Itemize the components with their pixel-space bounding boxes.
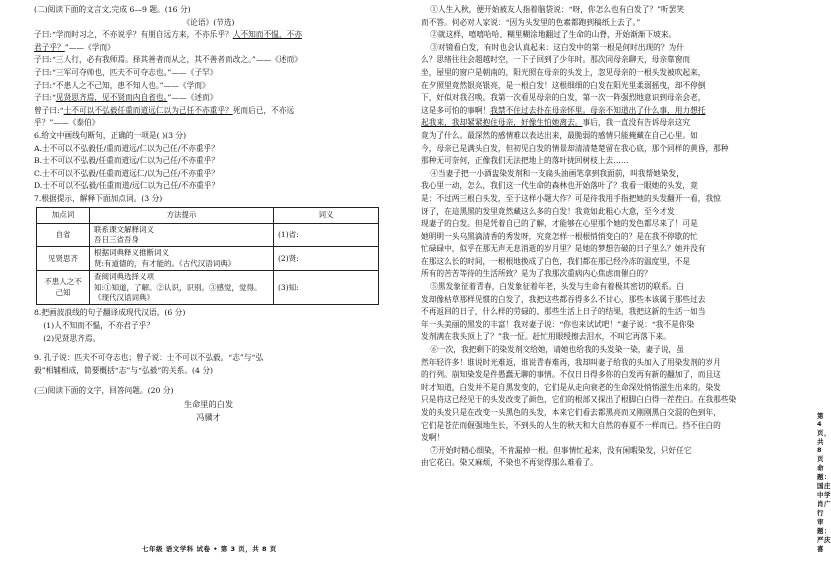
para-3: ③对镜看白发，有时也会认真起来：这白发中的第一根是何时出现的？为什 [430,42,684,52]
quote-1-cont: 君子乎？”——《学而》 [34,42,115,52]
para-4-line: 所有的苦苦等待的生活所致？是为了我那次重病内心焦虑而催白的？ [421,269,652,279]
page-footer-left: 七年级 语文学科 试卷 • 第 3 页，共 8 页 [142,545,277,553]
para-2: ②就这样，嘻嘻哈哈、糊里糊涂地翻过了生命的山脊，开始渐渐下坡来。 [430,30,677,40]
question-8-1: (1)人不知而不愠，不亦君子乎？ [43,320,155,330]
para-3-line: 那种无可奈何，正像我们无法把地上的落叶拢回树枝上去…… [421,156,629,166]
quote-6-cont: 乎？”——《泰伯》 [34,118,100,128]
option-b: B.士不可以不弘毅/任重而道远/仁以为己任/不亦重乎？ [34,156,219,166]
para-5-line: 不再返回的日子，什么样的劳碌的、那些生活上日子的结果，我把这新的生活一如当 [421,307,706,317]
para-4-line: 忙碌碌中，似乎在那无声无息消逝的岁月里？是她的梦想告破的日子里么？她并没有 [421,244,706,254]
para-4-line: 讶了，在這黑黑的发里竟然藏这么多的白发！我竟如此粗心大意，至今才发 [421,206,675,216]
quote-6: 曾子曰:“士不可以不弘毅任重而道远仁以为己任不亦重乎？死而后已，不亦远 [34,105,295,115]
quote-5: 子曰:“见贤思齐焉，见不贤而内自省也。”——《述而》 [34,93,218,103]
para-7: ⑦开始时精心细染，不肯漏掉一根。但事情忙起来，没有闲暇染发，只好任它 [430,445,692,455]
page-right [397,0,831,561]
table-row [37,271,379,305]
quote-3: 子曰:“三军可夺帅也，匹夫不可夺志也。”——《子罕》 [34,67,218,77]
para-6-line: 只是将这已经见于的头发改变了颜色，它们的根部又探出了根脚白白得一茬茬白。在我那些染 [421,395,737,405]
row-word: 自省 [37,223,90,247]
row-hint: 根据词典释义推断词义 贤:有道德的，有才能的。《古代汉语词典》 [90,247,274,271]
row-meaning-blank[interactable]: (3)知: [274,271,379,305]
row-hint: 联系课文解释词义 吾日三省吾身 [90,223,274,247]
para-1: ①人生入秋，便开始被友人指着脑袋说：“呀，你怎么也有白发了？”听罢笑 [430,5,685,14]
page-left [0,0,397,561]
para-3-line: 竟为了什么。最深然的感情难以表达出来，最脆弱的感情只能掩藏在自己心里。如 [421,130,698,140]
para-6-line: 的行列。崩知染发是件愚蠢无聊的事情。不仅日日得多你的白发再有新的翻加了，而且这 [421,370,721,380]
para-6-line: 它们是苍茫而倔强地生长，不到头的人生的秋天和大自然的春夏不一样而已。挡不住白的 [421,420,721,430]
para-1-cont: 而不答。何必对人家说：“因为头发里的色素都跑到稿纸上去了。” [421,17,641,27]
option-d: D.士不可以不弘毅/任重而道/远仁以为己任/不亦重乎？ [34,181,220,191]
para-3-line: 坐，屋里的窗户是朝南的，阳光照在母亲的头发上，忽见母亲的一根头发被吹起来， [421,67,706,77]
para-3-line: 么？思绪往往会超越时空，一下子回到了少年时。那次同母亲聊天，母亲靠窗而 [421,55,691,65]
table-row [37,223,379,247]
para-4-line: 她明明一头乌黑滴清香的秀发呀，究竟怎样一根根悄悄变白的？是在我不停歇的忙 [421,231,698,241]
hint-table-header [37,207,379,223]
table-row [37,247,379,271]
quote-2: 子曰:“三人行，必有我师焉。择其善者而从之，其不善者而改之。”——《述而》 [34,55,302,65]
option-a: A.士不可以不弘毅任/重而道远/仁以为己任/不亦重乎？ [34,143,219,153]
para-4-line: 我心里一动，怎么，我们这一代生命的森林也开始落叶了？我看一眼她的头发，竟 [421,181,698,191]
section2-heading: (二)阅读下面的文言文,完成 6—9 题。(16 分) [34,5,191,14]
hint-table [36,207,379,306]
source-title: 《论语》(节选) [182,17,235,27]
row-word: 见贤思齐 [37,247,90,271]
para-7-line: 由它花白。染又麻烦，不染也不再觉得那么难看了。 [421,458,598,468]
para-3-line: 今，母亲已是满头白发，但初见白发的情景却清清楚楚留在我心底，那个同样的黄昏，那种 [421,143,729,153]
question-9-b: 毅”相辅相成，简要概括“志”与“弘毅”的关系。(4 分) [34,365,214,375]
para-4-line: 是：不过两三根白头发，至于这样小题大作？可是待我用手指把她的头发翻开一看，我惊 [421,193,721,203]
para-3-line: 这是多可怕的事啊！我禁不住过去扑在母亲怀里。母亲不知道出了什么事，用力想托 [421,105,706,115]
page-footer-right: 第 4 页，共 8 页 命题：国庄中学 肖广行 审题：严庆喜 [817,412,831,553]
col-word: 加点词 [37,207,90,223]
question-8-2: (2)见贤思齐焉。 [43,333,101,343]
row-hint: 查阅词典选择义项 知:①知道，了解。②认识，识别。③感觉，觉得。 《现代汉语词典》 [90,271,274,305]
question-8-stem: 8.把画波浪线的句子翻译成现代汉语。(6 分) [34,308,186,318]
question-7-stem: 7.根据提示，解释下面加点词。(3 分) [34,193,163,203]
para-5-line: 发却像枯草那样见惯的白发了，我把这些都吞得多么不甘心，那些本该属于那些过去 [421,294,706,304]
para-5: ⑤黑发象征着青春，白发象征着年老，头发与生命有着极其密切的联系。白 [430,282,684,292]
para-6: ⑥一次，我把剩下的染发剂交给她，请她也给我的头发染一染，妻子说，虽 [430,345,684,355]
para-3-line: 在夕照里竟然银亮银亮，是一根白发！这根细细的白发在阳光里柔弱摇曳，却不停倒 [421,80,706,90]
article-title: 生命里的白发 [183,398,234,409]
article-author: 冯骥才 [196,411,221,422]
row-meaning-blank[interactable]: (1)省: [274,223,379,247]
para-5-line: 发剂满在我头顶上了？”我一怔。赶忙用眼绶擦去泪水，不叫它再落下来。 [421,332,671,342]
col-meaning: 词义 [274,207,379,223]
para-4-line: 在那这么长的时间，一根根地换成了白色，我们都在那已经冷冻的温度里，不是 [421,256,691,266]
para-4-line: 现妻子的白发。但是凭着自已的了解，才能够在心里那个她的发色都尽来了！可是 [421,219,698,229]
para-3-line: 起我来，我却紧紧抱住母亲，好像生怕她离去。事后，我一直没有告诉母亲这究 [421,118,691,128]
row-word: 不患人之不己知 [37,271,90,305]
question-9-a: 9. 孔子说：匹夫不可夺志也；曾子说：士不可以不弘毅。“志”与“弘 [34,353,264,363]
quote-1: 子曰:“学而时习之，不亦说乎？有朋自远方来，不亦乐乎？人不知而不愠，不亦 [34,30,302,40]
col-hint: 方法提示 [90,207,274,223]
row-meaning-blank[interactable]: (2)贤: [274,247,379,271]
quote-4: 子曰:“不患人之不己知，患不知人也。”——《学而》 [34,80,210,90]
para-4: ④当妻子把一小酒盅染发剂和一支扁头油画笔拿到我面前，叫我帮她染发， [430,168,684,178]
para-6-line: 发的头发只是在改变一头黑色的头发，本来它们看去都黑亮而又刚刚黑白交混的色到年， [421,408,721,417]
question-6-stem: 6.给文中画线句断句，正确的一项是( )(3 分) [34,130,187,140]
option-c: C.士不可以不弘毅/任重而道远仁/以为己任/不亦重乎？ [34,168,219,178]
para-5-line: 年一头美丽的黑发的丰富！我对妻子说：“你也来试试吧！”妻子说：“我不是你染 [421,319,695,329]
para-6-line: 然年轻许多！谁说时光难返，谁说青春难再，我却叫妻子给我的头加入了用染发剂的岁月 [421,357,721,367]
para-3-line: 下，好似对我召唤。我第一次看见母亲的白发，第一次一阵强烈地意识到母亲会老， [421,93,706,103]
section3-heading: (三)阅读下面的文字，回答问题。(20 分) [34,386,174,396]
para-6-line: 发啊！ [421,433,445,443]
para-6-line: 时才知道，白发并不是自黑发变的，它们是从走向衰老的生命深处悄悄滋生出来的。染发 [421,382,721,392]
